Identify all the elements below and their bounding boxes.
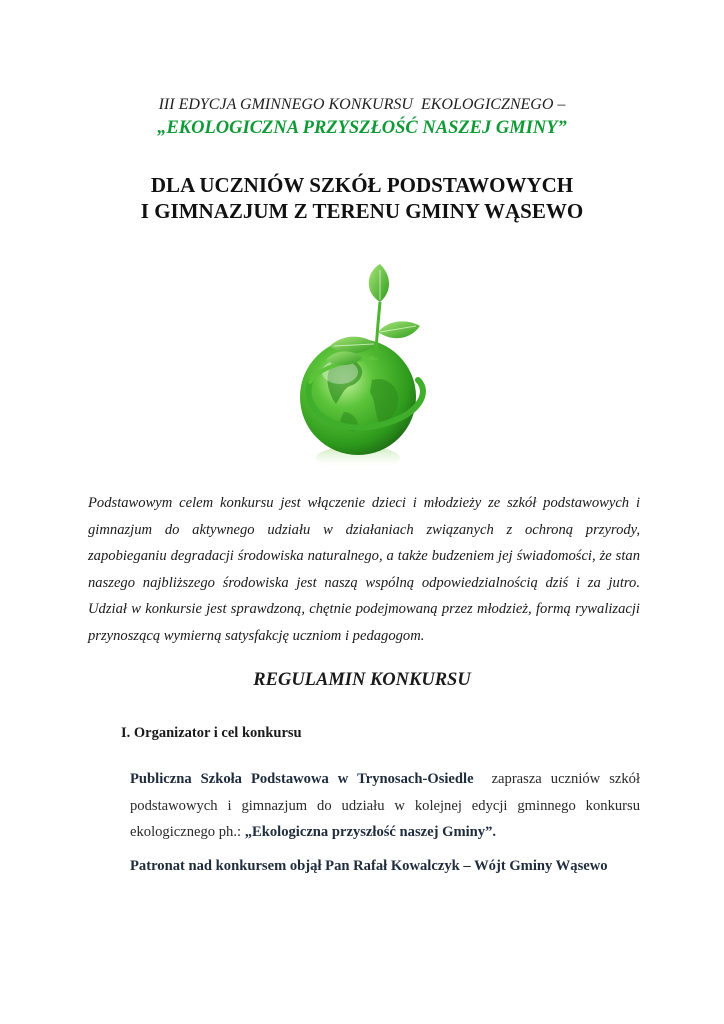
edition-line: III EDYCJA GMINNEGO KONKURSU EKOLOGICZNEGO – (158, 96, 566, 113)
regulations-title: REGULAMIN KONKURSU (253, 670, 471, 690)
green-globe-leaves-icon (280, 262, 440, 474)
headline-line-2: I GIMNAZJUM Z TERENU GMINY WĄSEWO (140, 199, 584, 223)
patronage-line: Patronat nad konkursem objął Pan Rafał Kowalczyk – Wójt Gminy Wąsewo (130, 858, 608, 874)
contest-name: „Ekologiczna przyszłość naszej Gminy”. (244, 824, 497, 840)
contest-slogan: „EKOLOGICZNA PRZYSZŁOŚĆ NASZEJ GMINY” (157, 118, 567, 138)
headline-line-1: DLA UCZNIÓW SZKÓŁ PODSTAWOWYCH (150, 173, 574, 197)
organizer-text: zaprasza uczniów szkół podstawowych i gimnazjum do udziału w kolejnej edycji gminnego konkursu ekologicznego ph.: (130, 771, 641, 840)
organizer-name: Publiczna Szkoła Podstawowa w Trynosach-Osiedle (130, 771, 474, 787)
section-heading-organizer: I. Organizator i cel konkursu (121, 725, 302, 741)
intro-paragraph: Podstawowym celem konkursu jest włączenie dzieci i młodzieży ze szkół podstawowych i gimnazjum do aktywnego udziału w działaniach związanych z ochroną przyrody, zapobieganiu degradacji środowiska naturalnego, a także budzeniem jej świadomości, że stan naszego najbliższego środowiska jest naszą wspólną odpowiedzialnością dziś i za jutro. Udział w konkursie jest sprawdzoną, chętnie podejmowaną przez młodzież, formą rywalizacji przynoszącą wymierną satysfakcję uczniom i pedagogom. (88, 495, 640, 644)
organizer-paragraph (130, 766, 640, 846)
